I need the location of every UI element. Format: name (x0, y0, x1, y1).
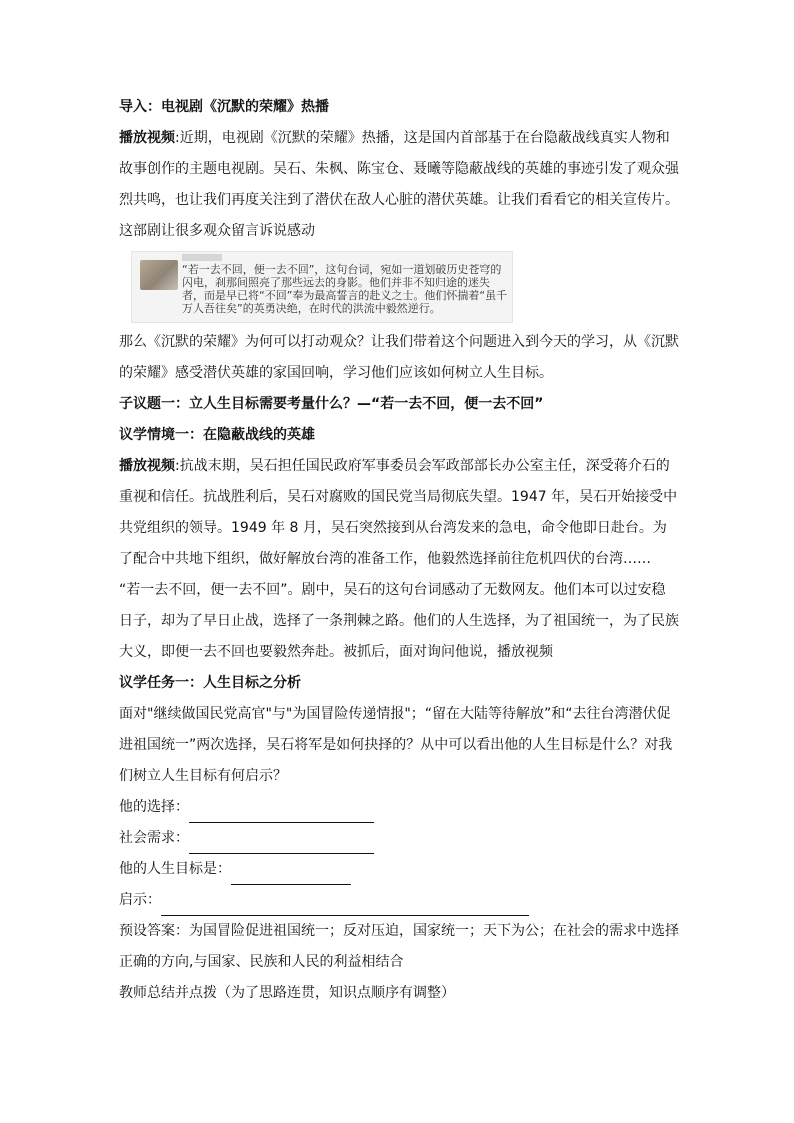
fill-goal-label: 他的人生目标是： (119, 861, 231, 877)
fill-choice-blank[interactable] (189, 802, 374, 823)
audience-comment-screenshot (131, 251, 513, 323)
scenario-video-paragraph (119, 451, 679, 575)
username-placeholder (182, 254, 222, 261)
fill-social-label: 社会需求： (119, 830, 189, 846)
task-1-heading: 议学任务一：人生目标之分析 (119, 675, 301, 691)
document-page (119, 92, 679, 1009)
intro-video-text: :近期，电视剧《沉默的荣耀》热播，这是国内首部基于在台隐蔽战线真实人物和故事创作的主题电视剧。吴石、朱枫、陈宝仓、聂曦等隐蔽战线的英雄的事迹引发了观众强烈共鸣，也让我们再度关注到了潜伏在敌人心脏的潜伏英雄。让我们看看它的相关宣传片。这部剧让很多观众留言诉说感动 (119, 130, 679, 239)
preset-answer-paragraph: 预设答案：为国冒险促进祖国统一；反对压迫，国家统一；天下为公；在社会的需求中选择正确的方向,与国家、民族和人民的利益相结合 (119, 923, 679, 970)
fill-row-choice (119, 792, 679, 823)
teacher-summary: 教师总结并点拨（为了思路连贯，知识点顺序有调整） (119, 985, 455, 1001)
fill-row-insight (119, 885, 679, 916)
avatar (140, 260, 178, 290)
scenario-1-heading: 议学情境一：在隐蔽战线的英雄 (119, 427, 315, 443)
scenario-quote-paragraph: “若一去不回，便一去不回”。剧中，吴石的这句台词感动了无数网友。他们本可以过安稳日子，却为了早日止战，选择了一条荆棘之路。他们的人生选择，为了祖国统一，为了民族大义，即便一去不回也要毅然奔赴。被抓后，面对询问他说，播放视频 (119, 582, 679, 660)
task-question-paragraph: 面对"继续做国民党高官"与"为国冒险传递情报"；“留在大陆等待解放”和“去往台湾潜伏促进祖国统一”两次选择，吴石将军是如何抉择的？从中可以看出他的人生目标是什么？对我们树立人生目标有何启示？ (119, 706, 673, 784)
fill-insight-blank[interactable] (161, 895, 529, 916)
after-comment-paragraph: 那么《沉默的荣耀》为何可以打动观众？让我们带着这个问题进入到今天的学习，从《沉默的荣耀》感受潜伏英雄的家国回响，学习他们应该如何树立人生目标。 (119, 334, 679, 381)
intro-video-label: 播放视频 (119, 130, 175, 146)
scenario-video-label: 播放视频 (119, 458, 175, 474)
section-intro-title: 导入：电视剧《沉默的荣耀》热播 (119, 99, 329, 115)
fill-row-social (119, 823, 679, 854)
fill-goal-blank[interactable] (231, 864, 351, 885)
audience-comment-text: “若一去不回，便一去不回”，这句台词，宛如一道划破历史苍穹的闪电，刹那间照亮了那些远去的身影。他们并非不知归途的迷失者，而是早已将“不回”奉为最高誓言的赴义之士。他们怀揣着“虽千万人吾往矣”的英勇决绝，在时代的洪流中毅然逆行。 (182, 263, 508, 315)
fill-insight-label: 启示： (119, 892, 161, 908)
subtopic-1-heading: 子议题一：立人生目标需要考量什么？—“若一去不回，便一去不回” (119, 396, 544, 412)
fill-social-blank[interactable] (189, 833, 374, 854)
fill-choice-label: 他的选择： (119, 799, 189, 815)
scenario-video-text: :抗战末期，吴石担任国民政府军事委员会军政部部长办公室主任，深受蒋介石的重视和信任。抗战胜利后，吴石对腐败的国民党当局彻底失望。1947 年，吴石开始接受中共党组织的领导。1949 年 8 月，吴石突然接到从台湾发来的急电，命令他即日赴台。为了配合中共地下组织，做好解放台湾的准备工作，他毅然选择前往危机四伏的台湾…… (119, 458, 678, 567)
intro-paragraph (119, 123, 679, 247)
fill-row-goal (119, 854, 679, 885)
